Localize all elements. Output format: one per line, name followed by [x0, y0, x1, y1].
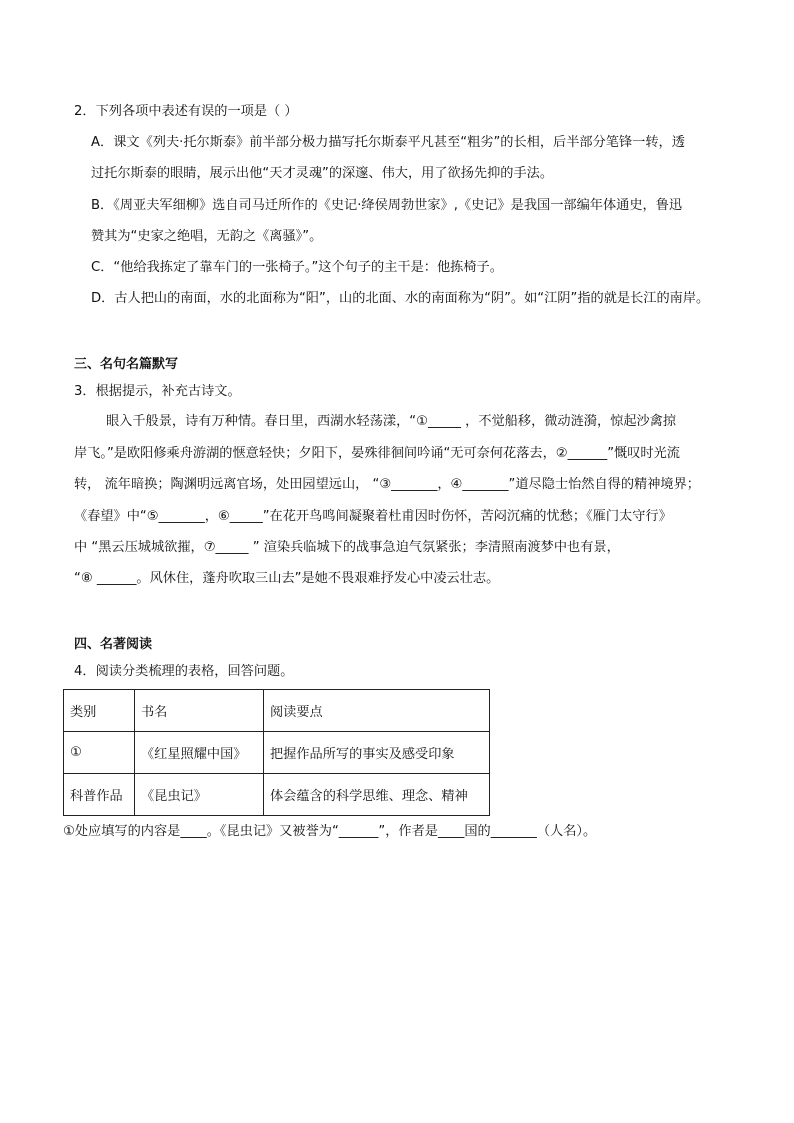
table-cell: 把握作品所写的事实及感受印象	[264, 732, 490, 774]
table-header-row	[64, 690, 490, 732]
option-a-line-1: A．课文《列夫·托尔斯泰》前半部分极力描写托尔斯泰平凡甚至“粗劣”的长相，后半部分笔锋一转，透	[91, 135, 685, 150]
table-row	[64, 774, 490, 816]
poetry-line-5: 中 “黑云压城城欲摧，⑦_____ ” 渲染兵临城下的战事急迫气氛紧张；李清照南渡梦中也有景，	[74, 540, 620, 555]
poetry-line-1: 眼入千般景，诗有万种情。春日里，西湖水轻荡漾，“①_____ ，不觉船移，微动涟漪，惊起沙禽掠	[106, 414, 677, 429]
section-4-heading: 四、名著阅读	[74, 637, 153, 652]
reading-table	[63, 689, 490, 816]
poetry-line-4: 《春望》中“⑤_______，⑥_____”在花开鸟鸣间凝聚着杜甫因时伤怀，苦闷沉痛的忧愁；《雁门太守行》	[74, 509, 672, 524]
table-row	[64, 732, 490, 774]
question-4-stem: 4．阅读分类梳理的表格，回答问题。	[74, 664, 294, 679]
table-header-cell: 阅读要点	[264, 690, 490, 732]
option-c: C．“他给我拣定了靠车门的一张椅子。”这个句子的主干是：他拣椅子。	[91, 260, 503, 275]
option-d: D．古人把山的南面，水的北面称为“阳”，山的北面、水的南面称为“阴”。如“江阴”指的就是长江的南岸。	[91, 291, 710, 306]
table-cell: 《红星照耀中国》	[135, 732, 264, 774]
table-header-cell: 书名	[135, 690, 264, 732]
option-b-line-2: 赞其为“史家之绝唱，无韵之《离骚》”。	[91, 229, 323, 244]
poetry-line-3: 转， 流年暗换；陶渊明远离官场，处田园望远山， “③_______，④_______”道尽隐士怡然自得的精神境界；	[74, 477, 700, 492]
option-b-line-1: B．《周亚夫军细柳》选自司马迁所作的《史记·绛侯周勃世家》,《史记》是我国一部编年体通史，鲁迅	[91, 198, 683, 213]
question-3-stem: 3．根据提示，补充古诗文。	[74, 384, 241, 399]
question-4-prompt: ①处应填写的内容是____。《昆虫记》又被誉为“______”，作者是____国的_______（人名）。	[63, 824, 597, 839]
question-2-stem: 2．下列各项中表述有误的一项是（ ）	[74, 104, 298, 119]
section-3-heading: 三、名句名篇默写	[74, 357, 179, 372]
table-header-cell: 类别	[64, 690, 135, 732]
table-cell: 体会蕴含的科学思维、理念、精神	[264, 774, 490, 816]
poetry-line-2: 岸飞。”是欧阳修乘舟游湖的惬意轻快；夕阳下，晏殊徘徊间吟诵“无可奈何花落去，②______”慨叹时光流	[74, 446, 680, 461]
table-cell: ①	[64, 732, 135, 774]
poetry-line-6: “⑧ ______。风休住，蓬舟吹取三山去”是她不畏艰难抒发心中凌云壮志。	[74, 571, 500, 586]
option-a-line-2: 过托尔斯泰的眼睛，展示出他“天才灵魂”的深邃、伟大，用了欲扬先抑的手法。	[91, 166, 554, 181]
table-cell: 《昆虫记》	[135, 774, 264, 816]
table-cell: 科普作品	[64, 774, 135, 816]
